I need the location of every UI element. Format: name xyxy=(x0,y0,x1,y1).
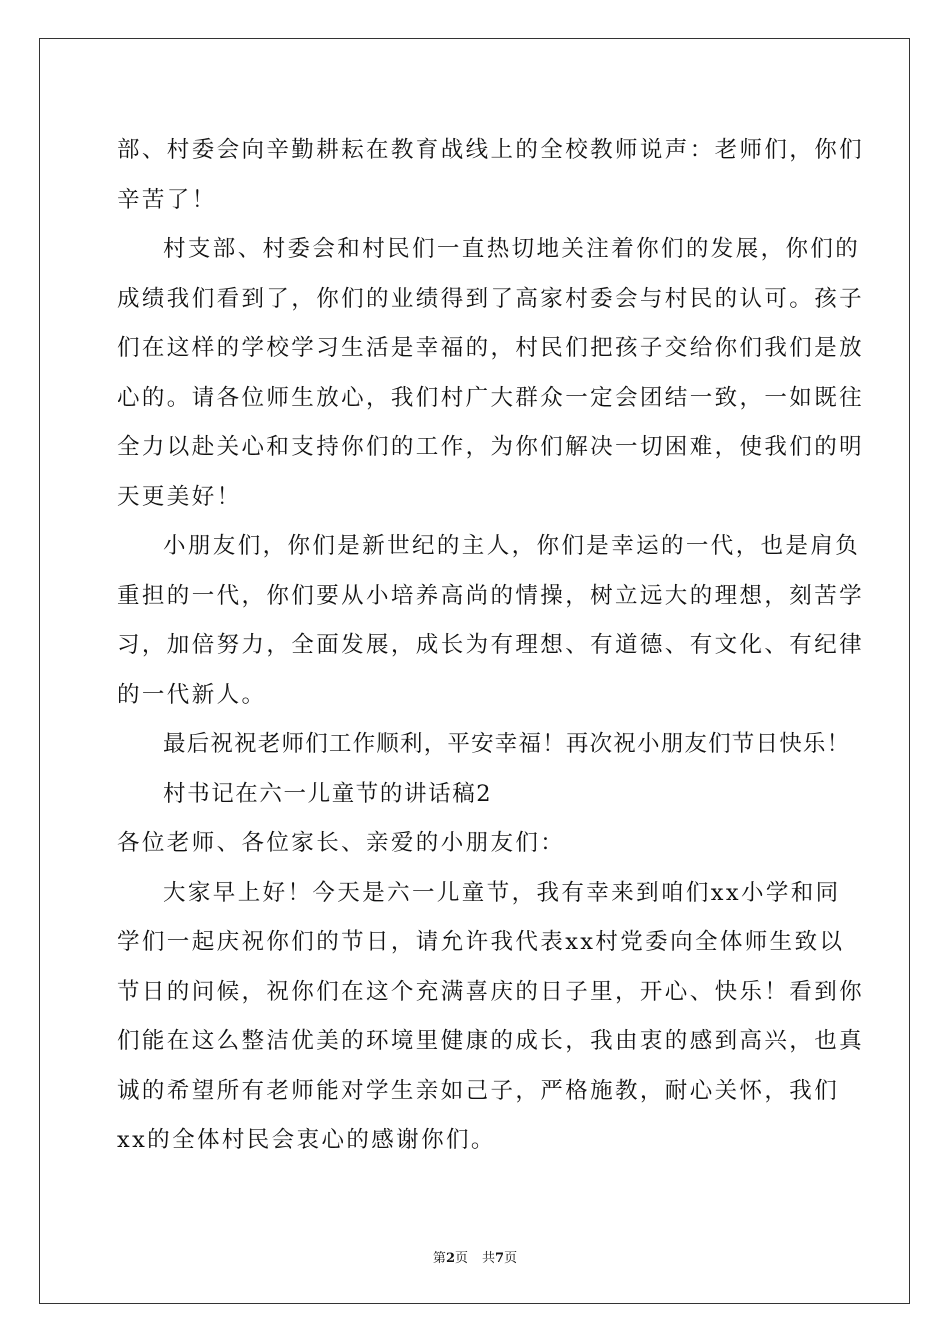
page-footer xyxy=(0,1247,950,1266)
text-line: 村支部、村委会和村民们一直热切地关注着你们的发展，你们的 xyxy=(163,236,861,262)
text-line: 们在这样的学校学习生活是幸福的，村民们把孩子交给你们我们是放 xyxy=(117,335,865,361)
page-prefix: 第 xyxy=(432,1251,446,1266)
salutation: 各位老师、各位家长、亲爱的小朋友们： xyxy=(117,830,566,856)
text-line: 学们一起庆祝你们的节日，请允许我代表xx村党委向全体师生致以 xyxy=(117,929,845,955)
total-suffix: 页 xyxy=(504,1251,518,1266)
total-page-count: 7 xyxy=(495,1251,505,1266)
text-line: 节日的问候，祝你们在这个充满喜庆的日子里，开心、快乐！看到你 xyxy=(117,978,865,1005)
text-line: 大家早上好！今天是六一儿童节，我有幸来到咱们xx小学和同 xyxy=(163,879,841,906)
text-line: 天更美好！ xyxy=(117,483,242,510)
text-line: 的一代新人。 xyxy=(117,681,267,708)
text-line: xx的全体村民会衷心的感谢你们。 xyxy=(117,1127,496,1153)
text-line: 全力以赴关心和支持你们的工作，为你们解决一切困难，使我们的明 xyxy=(117,434,865,460)
text-line: 心的。请各位师生放心，我们村广大群众一定会团结一致，一如既往 xyxy=(117,384,865,411)
text-line: 辛苦了！ xyxy=(117,186,217,213)
total-prefix: 共 xyxy=(482,1251,496,1266)
text-line: 习，加倍努力，全面发展，成长为有理想、有道德、有文化、有纪律 xyxy=(117,632,865,658)
text-line: 重担的一代，你们要从小培养高尚的情操，树立远大的理想，刻苦学 xyxy=(117,582,865,609)
text-line: 最后祝祝老师们工作顺利，平安幸福！再次祝小朋友们节日快乐！ xyxy=(163,731,851,757)
current-page-number: 2 xyxy=(445,1251,455,1266)
page-suffix: 页 xyxy=(454,1251,468,1266)
text-line: 诚的希望所有老师能对学生亲如己子，严格施教，耐心关怀，我们 xyxy=(117,1077,840,1104)
section-title: 村书记在六一儿童节的讲话稿2 xyxy=(163,780,493,807)
text-line: 小朋友们，你们是新世纪的主人，你们是幸运的一代，也是肩负 xyxy=(163,533,861,559)
text-line: 成绩我们看到了，你们的业绩得到了高家村委会与村民的认可。孩子 xyxy=(117,285,865,312)
text-line: 们能在这么整洁优美的环境里健康的成长，我由衷的感到高兴，也真 xyxy=(117,1028,865,1054)
document-body xyxy=(117,126,865,1166)
text-line: 部、村委会向辛勤耕耘在教育战线上的全校教师说声：老师们，你们 xyxy=(117,137,865,163)
